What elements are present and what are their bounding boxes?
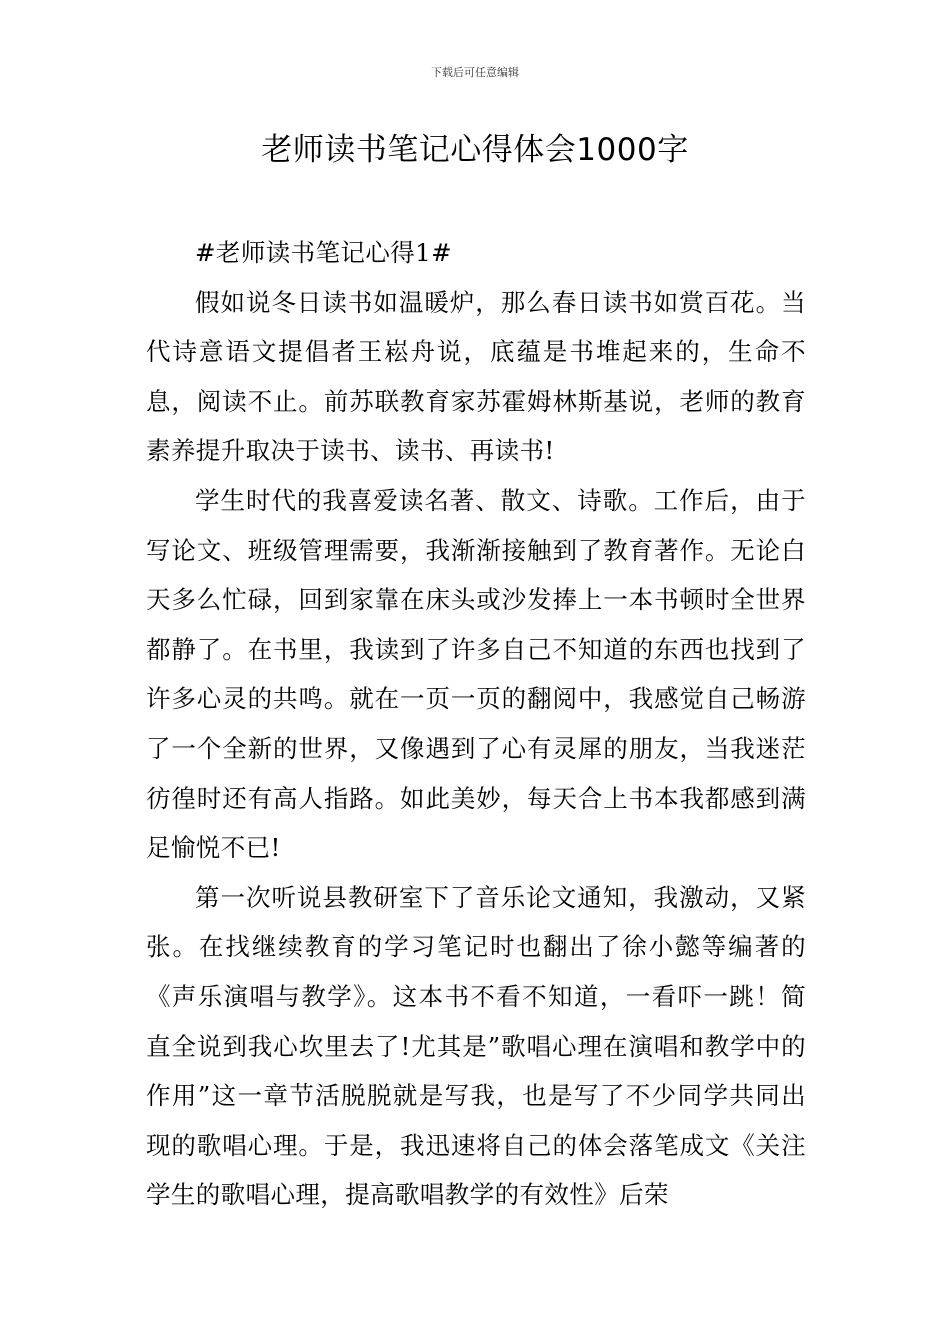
section-heading: #老师读书笔记心得1# xyxy=(195,238,453,267)
document-title: 老师读书笔记心得体会1000字 xyxy=(261,132,689,168)
document-body xyxy=(146,228,806,1220)
paragraph: 学生时代的我喜爱读名著、散文、诗歌。工作后，由于写论文、班级管理需要，我渐渐接触到了教育著作。无论白天多么忙碌，回到家靠在床头或沙发捧上一本书顿时全世界都静了。在书里，我读到了许多自己不知道的东西也找到了许多心灵的共鸣。就在一页一页的翻阅中，我感觉自己畅游了一个全新的世界，又像遇到了心有灵犀的朋友，当我迷茫彷徨时还有高人指路。如此美妙，每天合上书本我都感到满足愉悦不已! xyxy=(146,485,806,863)
header-note: 下载后可任意编辑 xyxy=(431,66,519,79)
paragraph: 假如说冬日读书如温暖炉，那么春日读书如赏百花。当代诗意语文提倡者王崧舟说，底蕴是书堆起来的，生命不息，阅读不止。前苏联教育家苏霍姆林斯基说，老师的教育素养提升取决于读书、读书、再读书! xyxy=(146,287,806,466)
paragraph: 第一次听说县教研室下了音乐论文通知，我激动，又紧张。在找继续教育的学习笔记时也翻出了徐小懿等编著的《声乐演唱与教学》。这本书不看不知道，一看吓一跳！简直全说到我心坎里去了!尤其是”歌唱心理在演唱和教学中的作用”这一章节活脱脱就是写我，也是写了不少同学共同出现的歌唱心理。于是，我迅速将自己的体会落笔成文《关注学生的歌唱心理，提高歌唱教学的有效性》后荣 xyxy=(146,882,806,1210)
